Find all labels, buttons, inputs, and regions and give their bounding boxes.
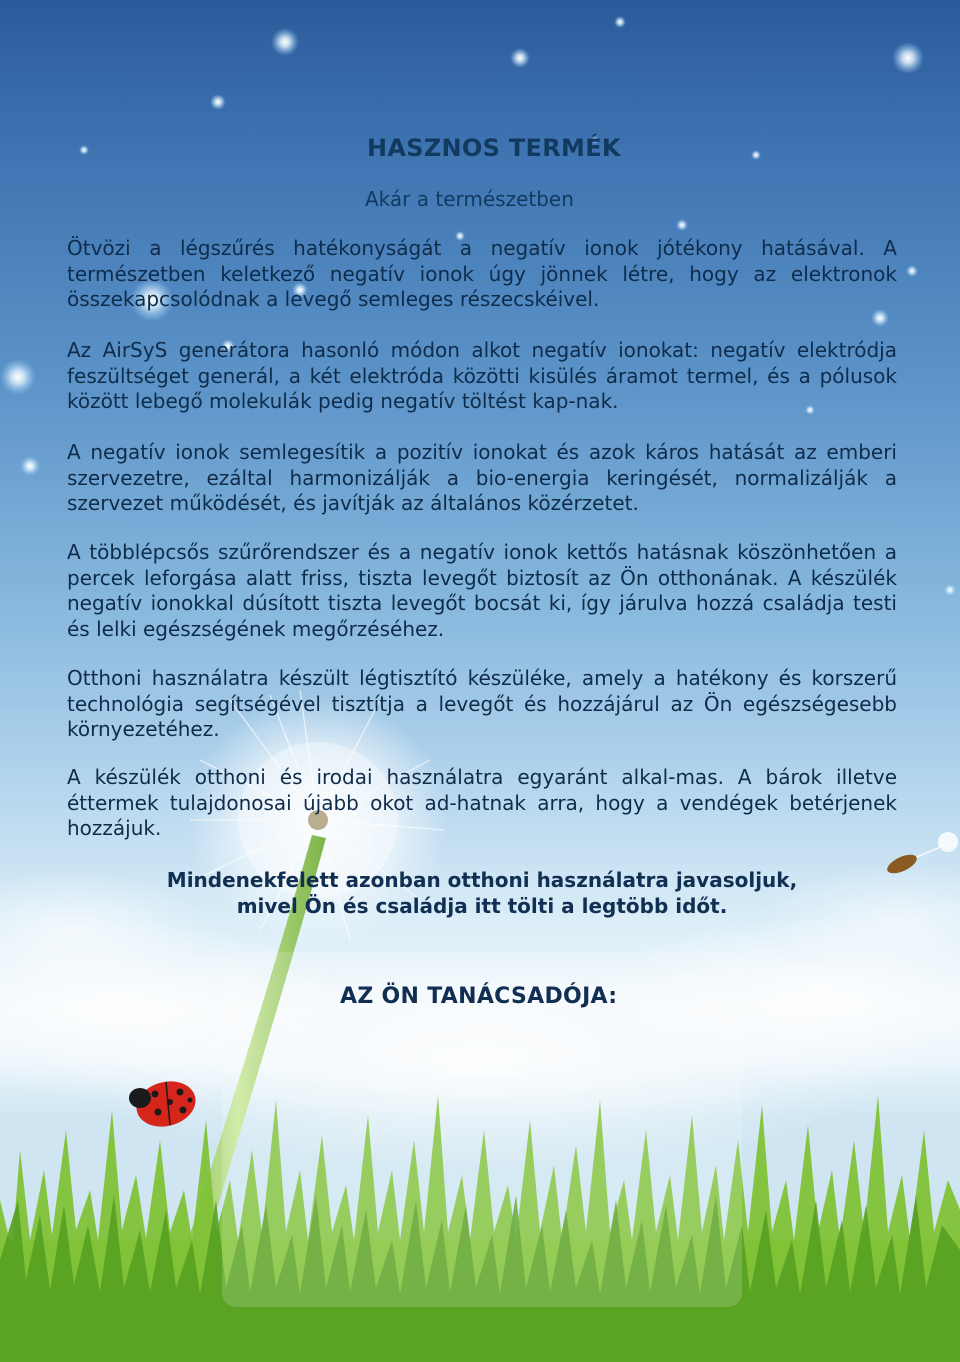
emphasis-statement (67, 868, 897, 919)
emphasis-line-2: mivel Ön és családja itt tölti a legtöbb időt. (236, 893, 728, 918)
emphasis-line-1: Mindenekfelett azonban otthoni használatra javasoljuk, (166, 868, 798, 892)
advisor-label: AZ ÖN TANÁCSADÓJA: (340, 984, 618, 1009)
paragraph-office-use: A készülék otthoni és irodai használatra egyaránt alkal-mas. A bárok illetve éttermek tulajdonosai újabb okot ad-hatnak arra, hogy a vendégek betérjenek hozzájuk. (67, 765, 897, 840)
paragraph-intro: Ötvözi a légszűrés hatékonyságát a negatív ionok jótékony hatásával. A természetben keletkező negatív ionok úgy jönnek létre, hogy az elektronok összekapcsolódnak a levegő semleges részecskéivel. (67, 236, 897, 311)
paragraph-filter-system: A többlépcsős szűrőrendszer és a negatív ionok kettős hatásnak köszönhetően a percek leforgása alatt friss, tiszta levegőt biztosít az Ön otthonának. A készülék negatív ionokkal dúsított tiszta levegőt bocsát ki, így járulva hozzá családja testi és lelki egészségének megőrzéséhez. (67, 540, 897, 641)
paragraph-ion-effects: A negatív ionok semlegesítik a pozitív ionokat és azok káros hatását az emberi szervezetre, ezáltal harmonizálják a bio-energia keringését, normalizálják a szervezet működését, és javítják az általános közérzetet. (67, 440, 897, 515)
page-title: HASZNOS TERMÉK (367, 134, 621, 162)
paragraph-home-use: Otthoni használatra készült légtisztító készüléke, amely a hatékony és korszerű technológia segítségével tisztítja a levegőt és hozzájárul az Ön egészségesebb környezetéhez. (67, 666, 897, 741)
page-subtitle: Akár a természetben (365, 187, 574, 211)
paragraph-generator: Az AirSyS generátora hasonló módon alkot negatív ionokat: negatív elektródja feszültséget generál, a két elektróda közötti kisülés áramot termel, és a pólusok között lebegő molekulák pedig negatív töltést kap-nak. (67, 338, 897, 413)
